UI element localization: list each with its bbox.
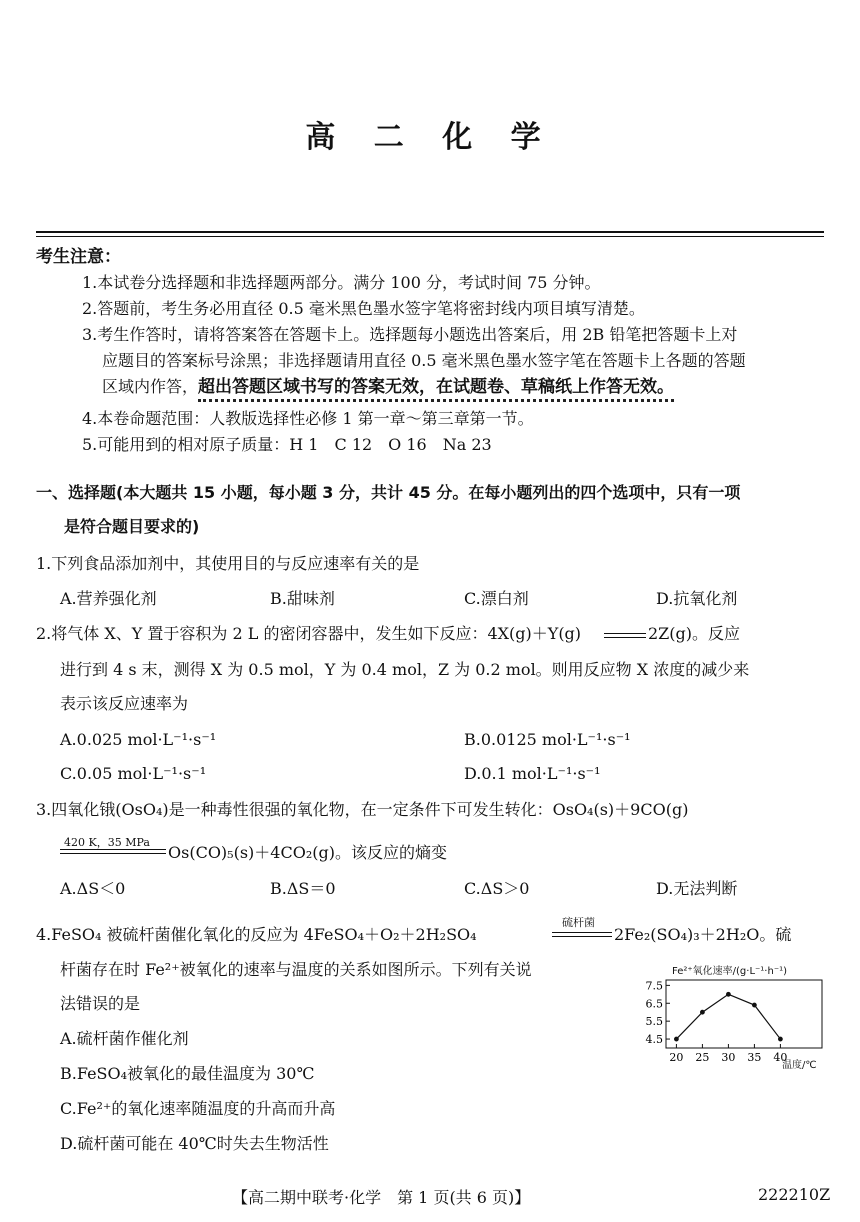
question-2-stem-cont: 进行到 4 s 末，测得 X 为 0.5 mol，Y 为 0.4 mol，Z 为 0.2 mol。则用反应物 X 浓度的减少来 [60,660,750,679]
x-tick-label: 30 [721,1051,736,1064]
q4-option-d[interactable]: D.硫杆菌可能在 40℃时失去生物活性 [60,1134,329,1153]
header-rule [36,231,824,233]
q1-option-b[interactable]: B.甜味剂 [270,589,335,608]
q2-option-d[interactable]: D.0.1 mol·L⁻¹·s⁻¹ [464,764,601,783]
question-3-stem-cont: Os(CO)₅(s)＋4CO₂(g)。该反应的熵变 [168,843,447,862]
section-heading: 一、选择题(本大题共 15 小题，每小题 3 分，共计 45 分。在每小题列出的四个选项中，只有一项 [36,483,741,502]
q1-option-a[interactable]: A.营养强化剂 [60,589,157,608]
notice-item: 1.本试卷分选择题和非选择题两部分。满分 100 分，考试时间 75 分钟。 [82,273,601,292]
chart-xlabel: 温度/℃ [782,1060,817,1071]
page-title: 高 二 化 学 [305,120,555,155]
data-point [726,992,731,997]
notice-item: 2.答题前，考生务必用直径 0.5 毫米黑色墨水签字笔将密封线内项目填写清楚。 [82,299,645,318]
q1-option-d[interactable]: D.抗氧化剂 [656,589,738,608]
reaction-condition: 硫杆菌 [562,916,595,929]
q3-option-a[interactable]: A.ΔS＜0 [60,879,126,898]
q3-option-c[interactable]: C.ΔS＞0 [464,879,530,898]
reaction-arrow-2 [60,853,166,854]
q2-option-b[interactable]: B.0.0125 mol·L⁻¹·s⁻¹ [464,730,631,749]
data-point [752,1003,757,1008]
x-tick-label: 35 [747,1051,762,1064]
q4-option-a[interactable]: A.硫杆菌作催化剂 [60,1029,189,1048]
reaction-arrow [60,849,166,850]
q1-option-c[interactable]: C.漂白剂 [464,589,529,608]
reaction-condition: 420 K，35 MPa [64,836,150,849]
question-1-stem: 1.下列食品添加剂中，其使用目的与反应速率有关的是 [36,554,420,573]
question-4-stem-cont2: 法错误的是 [60,994,141,1013]
equilibrium-sign [604,633,646,634]
notice-item: 4.本卷命题范围：人教版选择性必修 1 第一章～第三章第一节。 [82,409,534,428]
q3-option-d[interactable]: D.无法判断 [656,879,738,898]
question-2-stem-cont2: 表示该反应速率为 [60,694,189,713]
notice-heading: 考生注意： [36,247,121,267]
question-4-stem-end: 2Fe₂(SO₄)₃＋2H₂O。硫 [614,925,792,944]
y-tick-label: 6.5 [645,997,663,1011]
question-4-stem-cont: 杆菌存在时 Fe²⁺被氧化的速率与温度的关系如图所示。下列有关说 [60,960,532,979]
page-footer: 【高二期中联考·化学 第 1 页(共 6 页)】 [232,1188,531,1207]
equilibrium-sign-2 [604,637,646,638]
y-tick-label: 4.5 [645,1033,663,1047]
x-tick-label: 20 [669,1051,684,1064]
y-tick-label: 7.5 [645,979,663,993]
question-2-stem-end: 2Z(g)。反应 [648,624,741,643]
notice-item: 应题目的答案标号涂黑；非选择题请用直径 0.5 毫米黑色墨水签字笔在答题卡上各题的答题 [102,351,746,370]
question-4-stem: 4.FeSO₄ 被硫杆菌催化氧化的反应为 4FeSO₄＋O₂＋2H₂SO₄ [36,925,477,944]
chart-frame [666,980,822,1048]
notice-item: 5.可能用到的相对原子质量：H 1 C 12 O 16 Na 23 [82,435,492,454]
notice-item: 区域内作答， [102,377,199,396]
page-code: 222210Z [758,1185,831,1204]
reaction-arrow-2 [552,936,612,937]
q3-option-b[interactable]: B.ΔS＝0 [270,879,336,898]
q2-option-c[interactable]: C.0.05 mol·L⁻¹·s⁻¹ [60,764,207,783]
notice-item: 3.考生作答时，请将答案答在答题卡上。选择题每小题选出答案后，用 2B 铅笔把答题卡上对 [82,325,738,344]
data-point [778,1037,783,1042]
reaction-arrow [552,932,612,933]
q4-option-b[interactable]: B.FeSO₄被氧化的最佳温度为 30℃ [60,1064,315,1083]
question-2-stem: 2.将气体 X、Y 置于容积为 2 L 的密闭容器中，发生如下反应：4X(g)＋Y(g) [36,624,582,643]
question-3-stem: 3.四氧化锇(OsO₄)是一种毒性很强的氧化物，在一定条件下可发生转化：OsO₄(s)＋9CO(g) [36,800,689,819]
x-tick-label: 25 [695,1051,710,1064]
y-tick-label: 5.5 [645,1015,663,1029]
q4-option-c[interactable]: C.Fe²⁺的氧化速率随温度的升高而升高 [60,1099,336,1118]
notice-emphasis: 超出答题区域书写的答案无效，在试题卷、草稿纸上作答无效。 [198,377,674,402]
x-tick-label: 40 [773,1051,788,1064]
q2-option-a[interactable]: A.0.025 mol·L⁻¹·s⁻¹ [60,730,217,749]
data-point [674,1037,679,1042]
data-point [700,1010,705,1015]
section-heading-cont: 是符合题目要求的) [64,517,200,536]
chart-ylabel: Fe²⁺氧化速率/(g·L⁻¹·h⁻¹) [672,966,788,977]
oxidation-rate-chart [634,962,826,1074]
header-rule-thin [36,236,824,237]
notice-item-region [102,376,674,398]
rate-series-line [676,994,780,1039]
